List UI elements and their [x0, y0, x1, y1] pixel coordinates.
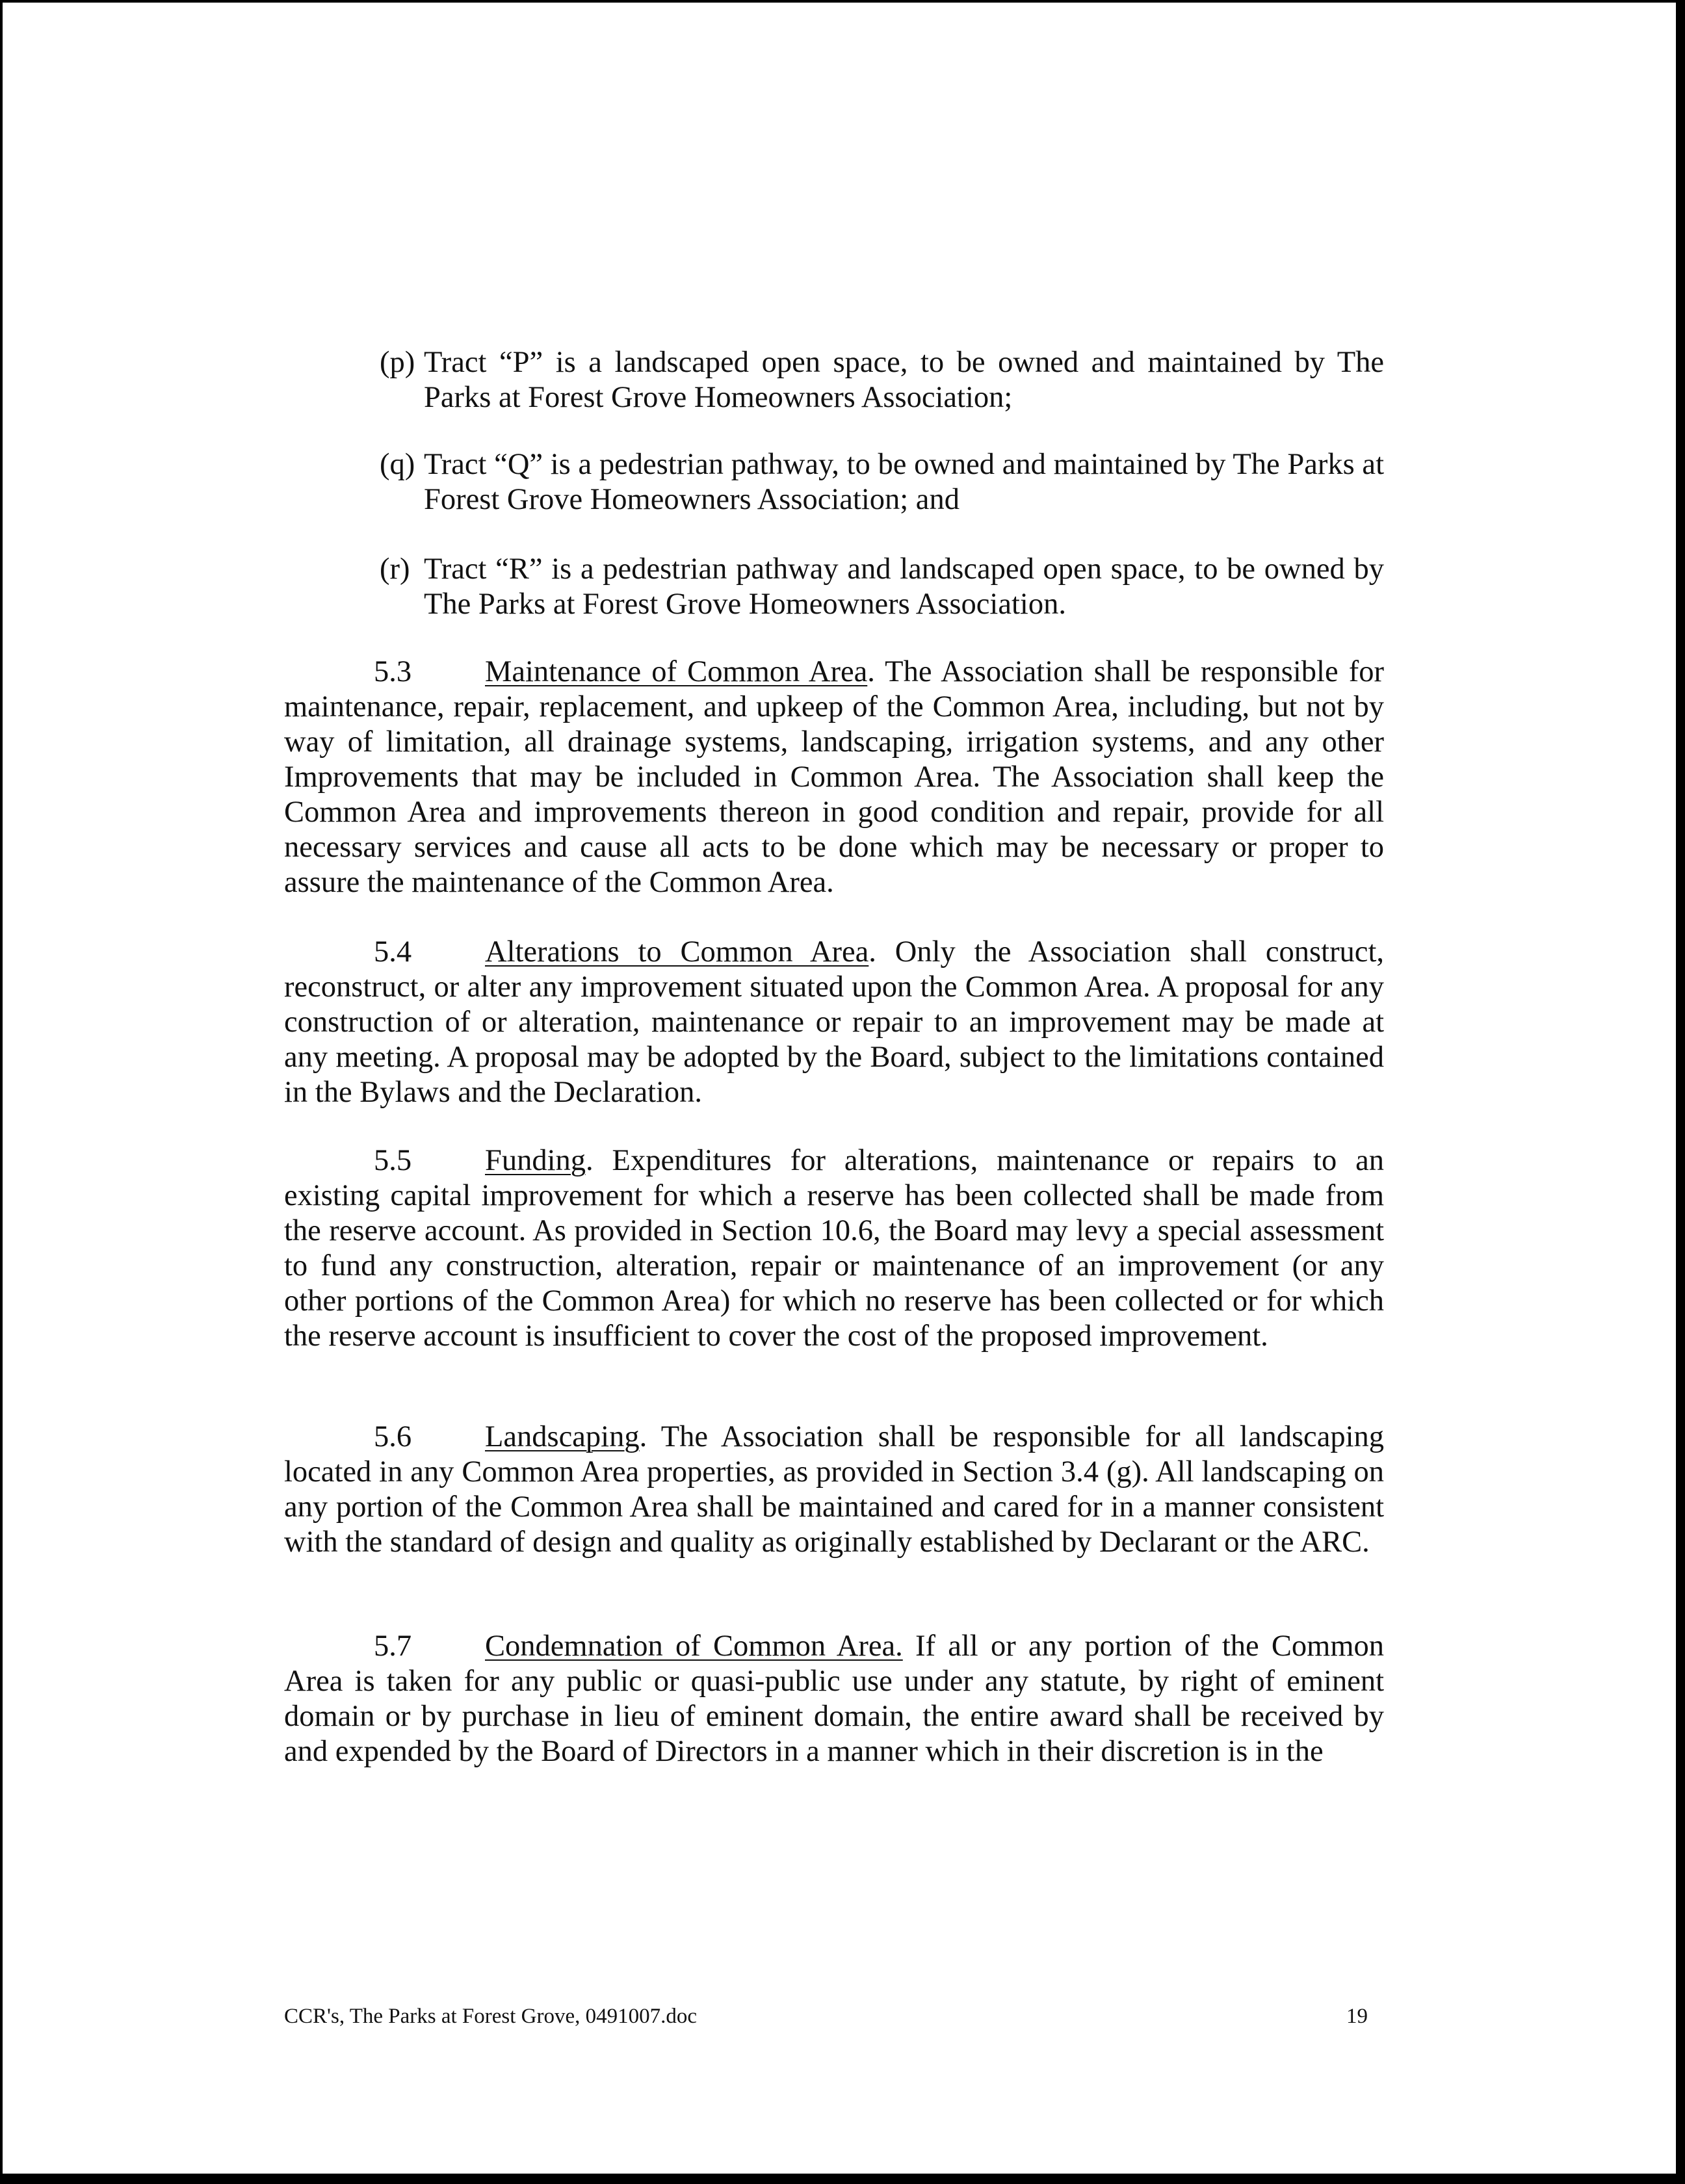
- section-heading: Maintenance of Common Area: [485, 655, 868, 688]
- section-number: 5.5: [374, 1144, 412, 1177]
- list-item-q: [380, 447, 1384, 517]
- section-text: . The Association shall be responsible for maintenance, repair, replacement, and upkeep of the Common Area, including, but not by way of limitation, all drainage systems, landscaping, irrigation systems, and any other Improvements that may be included in Common Area. The Association shall keep the Common Area and improvements thereon in good condition and repair, provide for all necessary services and cause all acts to be done which may be necessary or proper to assure the maintenance of the Common Area.: [284, 655, 1384, 899]
- section-5-4: [284, 935, 1384, 1110]
- section-heading: Landscaping: [485, 1420, 640, 1453]
- section-heading: Alterations to Common Area: [485, 935, 869, 968]
- footer-filename: CCR's, The Parks at Forest Grove, 0491007.doc: [284, 2005, 698, 2028]
- section-number: 5.7: [374, 1630, 412, 1663]
- section-text: . Only the Association shall construct, reconstruct, or alter any improvement situated upon the Common Area. A proposal for any construction of or alteration, maintenance or repair to an improvement may be made at any meeting. A proposal may be adopted by the Board, subject to the limitations contained in the Bylaws and the Declaration.: [284, 935, 1384, 1109]
- section-5-7: [284, 1629, 1384, 1769]
- list-item-p: [380, 345, 1384, 415]
- section-number: 5.3: [374, 655, 412, 688]
- section-number: 5.4: [374, 935, 412, 968]
- section-text: If all or any portion of the Common Area is taken for any public or quasi-public use under any statute, by right of eminent domain or by purchase in lieu of eminent domain, the entire award shall be received by and expended by the Board of Directors in a manner which in their discretion is in the: [284, 1630, 1385, 1768]
- list-item-r: [380, 552, 1384, 622]
- list-text: Tract “P” is a landscaped open space, to be owned and maintained by The Parks at Forest Grove Homeowners Association;: [424, 346, 1384, 414]
- section-text: . Expenditures for alterations, maintenance or repairs to an existing capital improvement for which a reserve has been collected shall be made from the reserve account. As provided in Section 10.6, the Board may levy a special assessment to fund any construction, alteration, repair or maintenance of an improvement (or any other portions of the Common Area) for which no reserve has been collected or for which the reserve account is insufficient to cover the cost of the proposed improvement.: [284, 1144, 1384, 1353]
- section-5-5: [284, 1143, 1384, 1354]
- section-text: . The Association shall be responsible for all landscaping located in any Common Area properties, as provided in Section 3.4 (g). All landscaping on any portion of the Common Area shall be maintained and cared for in a manner consistent with the standard of design and quality as originally established by Declarant or the ARC.: [284, 1420, 1384, 1559]
- section-5-6: [284, 1420, 1384, 1560]
- document-page: [3, 3, 1676, 2174]
- section-number: 5.6: [374, 1420, 412, 1453]
- section-heading: Funding: [485, 1144, 586, 1177]
- list-marker: (q): [380, 448, 415, 481]
- section-heading: Condemnation of Common Area.: [485, 1630, 903, 1663]
- section-5-3: [284, 655, 1384, 900]
- page-number: 19: [1346, 2005, 1368, 2028]
- list-marker: (p): [380, 346, 415, 379]
- list-text: Tract “R” is a pedestrian pathway and landscaped open space, to be owned by The Parks at Forest Grove Homeowners Association.: [424, 552, 1384, 621]
- list-marker: (r): [380, 552, 410, 586]
- list-text: Tract “Q” is a pedestrian pathway, to be owned and maintained by The Parks at Forest Grove Homeowners Association; and: [424, 448, 1384, 516]
